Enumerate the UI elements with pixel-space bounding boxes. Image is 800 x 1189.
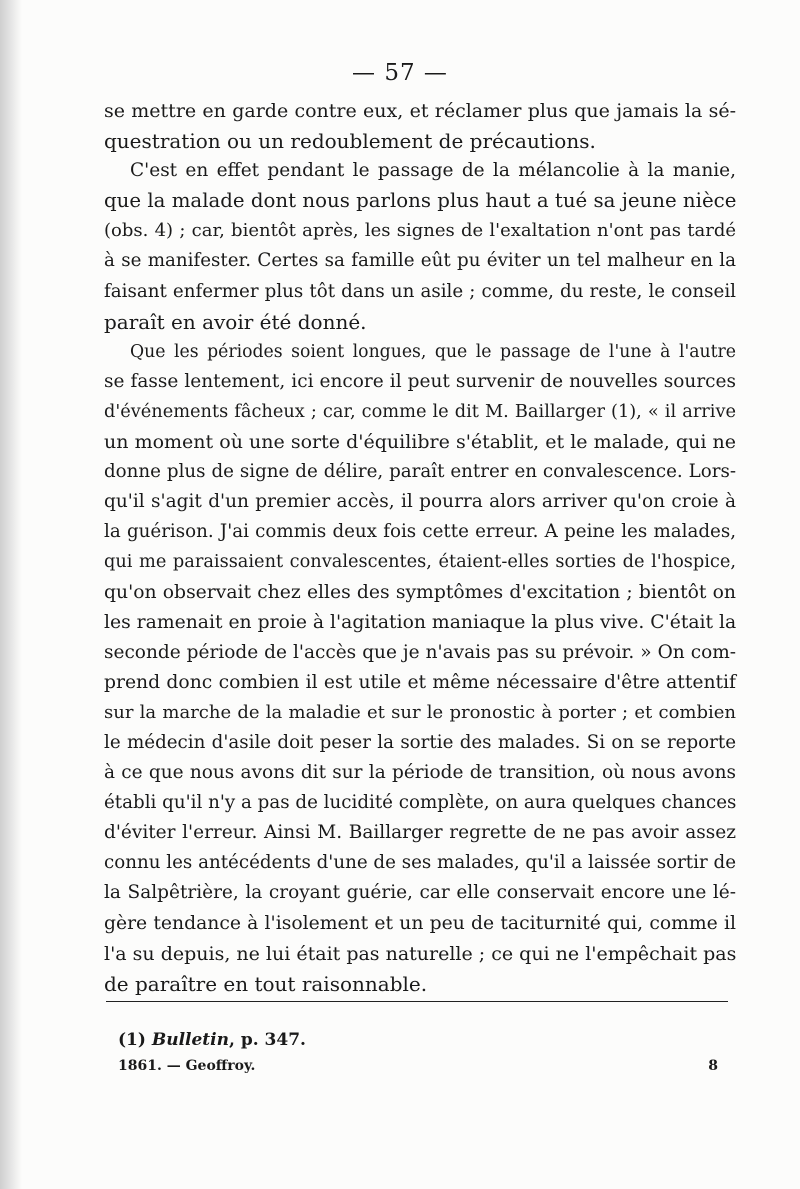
text-line: se mettre en garde contre eux, et réclamer plus que jamais la sé- [104, 100, 736, 122]
text-line: gère tendance à l'isolement et un peu de taciturnité qui, comme il [104, 912, 736, 934]
text-line: qu'on observait chez elles des symptômes d'excitation ; bientôt on [104, 581, 736, 603]
printer-line [118, 1058, 718, 1074]
text-line: C'est en effet pendant le passage de la mélancolie à la manie, [130, 160, 736, 182]
text-line: faisant enfermer plus tôt dans un asile ; comme, du reste, le conseil [104, 280, 736, 302]
text-line: Que les périodes soient longues, que le passage de l'une à l'autre [130, 341, 736, 362]
text-line: de paraître en tout raisonnable. [104, 971, 428, 996]
text-line: d'éviter l'erreur. Ainsi M. Baillarger regrette de ne pas avoir assez [104, 822, 736, 844]
text-line: un moment où une sorte d'équilibre s'établit, et le malade, qui ne [104, 431, 736, 454]
text-line: la guérison. J'ai commis deux fois cette erreur. A peine les malades, [104, 521, 736, 543]
text-line: la Salpêtrière, la croyant guérie, car elle conservait encore une lé- [104, 882, 736, 904]
text-line: (obs. 4) ; car, bientôt après, les signes de l'exaltation n'ont pas tardé [104, 220, 736, 242]
text-line: se fasse lentement, ici encore il peut survenir de nouvelles sources [104, 370, 736, 392]
text-line: qu'il s'agit d'un premier accès, il pourra alors arriver qu'on croie à [104, 491, 736, 513]
text-line: le médecin d'asile doit peser la sortie des malades. Si on se reporte [104, 731, 736, 753]
page-number: — 57 — [352, 60, 448, 86]
text-line: établi qu'il n'y a pas de lucidité complète, on aura quelques chances [104, 792, 737, 814]
body-text [104, 96, 736, 999]
text-line: à ce que nous avons dit sur la période de transition, où nous avons [104, 762, 736, 784]
text-line: les ramenait en proie à l'agitation maniaque la plus vive. C'était la [104, 611, 737, 633]
text-line: donne plus de signe de délire, paraît entrer en convalescence. Lors- [104, 461, 736, 483]
footnote-divider [106, 1001, 728, 1002]
text-line: l'a su depuis, ne lui était pas naturelle ; ce qui ne l'empêchait pas [104, 942, 737, 965]
footnote-reference: , p. 347. [228, 1030, 306, 1050]
text-line: questration ou un redoublement de précautions. [104, 129, 596, 154]
text-line: paraît en avoir été donné. [104, 309, 367, 334]
text-line: seconde période de l'accès que je n'avais pas su prévoir. » On com- [104, 641, 736, 663]
text-line: à se manifester. Certes sa famille eût pu éviter un tel malheur en la [104, 250, 736, 272]
printer-mark: 1861. — Geoffroy. [118, 1058, 256, 1074]
text-line: prend donc combien il est utile et même nécessaire d'être attentif [104, 671, 736, 693]
text-line: connu les antécédents d'une de ses malades, qu'il a laissée sortir de [104, 852, 736, 874]
text-line: sur la marche de la maladie et sur le pronostic à porter ; et combien [104, 701, 736, 723]
sheet-signature: 8 [708, 1058, 718, 1074]
text-line: d'événements fâcheux ; car, comme le dit M. Baillarger (1), « il arrive [104, 401, 736, 422]
footnote [118, 1030, 306, 1050]
text-line: que la malade dont nous parlons plus haut a tué sa jeune nièce [104, 189, 737, 213]
footnote-marker: (1) [118, 1030, 146, 1050]
footnote-source: Bulletin [151, 1030, 229, 1050]
text-line: qui me paraissaient convalescentes, étaient-elles sorties de l'hospice, [104, 552, 736, 573]
page-edge-shadow [0, 0, 22, 1189]
